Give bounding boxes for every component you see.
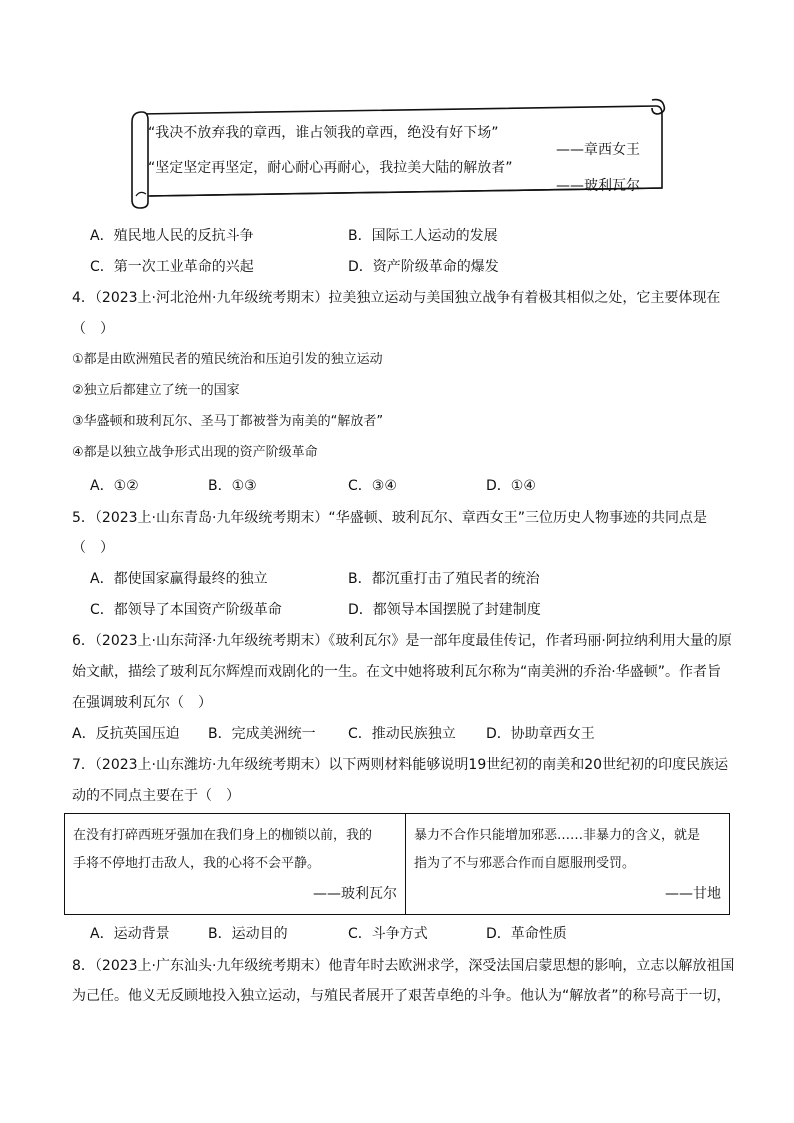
q8-stem-2: 为己任。他义无反顾地投入独立运动，与殖民者展开了艰苦卓绝的斗争。他认为“解放者”的称号高于一切， [72, 988, 731, 1004]
q4-option-c: C．③④ [348, 478, 397, 494]
q7-material-right [406, 814, 730, 915]
q4-bracket: （ ） [72, 321, 114, 337]
q7-option-a: A．运动背景 [90, 926, 170, 942]
q6-option-a: A．反抗英国压迫 [72, 726, 180, 742]
scroll-attribution-1: ——章西女王 [556, 142, 640, 158]
q6-option-c: C．推动民族独立 [348, 726, 456, 742]
q7-left-signature: ——玻利瓦尔 [313, 886, 397, 902]
q5-stem: 5．（2023上·山东青岛·九年级统考期末）“华盛顿、玻利瓦尔、章西女王”三位历史人物事迹的共同点是 [72, 510, 707, 526]
q4-item-2: ②独立后都建立了统一的国家 [72, 383, 240, 398]
q3-option-c: C．第一次工业革命的兴起 [90, 259, 254, 275]
q4-option-a: A．①② [90, 478, 139, 494]
q5-option-a: A．都使国家赢得最终的独立 [90, 571, 268, 587]
q5-option-b: B．都沉重打击了殖民者的统治 [348, 571, 540, 587]
q6-stem-1: 6．（2023上·山东菏泽·九年级统考期末）《玻利瓦尔》是一部年度最佳传记，作者玛丽·阿拉纳利用大量的原 [72, 633, 732, 649]
q6-option-d: D．协助章西女王 [486, 726, 595, 742]
q3-option-d: D．资产阶级革命的爆发 [348, 259, 499, 275]
q4-option-b: B．①③ [208, 478, 257, 494]
q8-stem-1: 8．（2023上·广东汕头·九年级统考期末）他青年时去欧洲求学，深受法国启蒙思想的影响，立志以解放祖国 [72, 958, 735, 974]
q4-option-d: D．①④ [486, 478, 536, 494]
q5-option-c: C．都领导了本国资产阶级革命 [90, 602, 282, 618]
q7-option-c: C．斗争方式 [348, 926, 428, 942]
q3-option-a: A．殖民地人民的反抗斗争 [90, 228, 254, 244]
q7-left-text-2: 手将不停地打击敌人，我的心将不会平静。 [73, 856, 321, 871]
q7-stem-2: 动的不同点主要在于（ ） [72, 788, 240, 804]
q6-option-b: B．完成美洲统一 [208, 726, 316, 742]
q4-item-4: ④都是以独立战争形式出现的资产阶级革命 [72, 445, 318, 460]
q6-stem-3: 在强调玻利瓦尔（ ） [72, 695, 212, 711]
q4-item-1: ①都是由欧洲殖民者的殖民统治和压迫引发的独立运动 [72, 352, 383, 367]
q5-bracket: （ ） [72, 540, 114, 556]
scroll-quote-1: “我决不放弃我的章西，谁占领我的章西，绝没有好下场” [148, 125, 499, 141]
q4-item-3: ③华盛顿和玻利瓦尔、圣马丁都被誉为南美的“解放者” [72, 414, 384, 429]
q7-stem-1: 7．（2023上·山东潍坊·九年级统考期末）以下两则材料能够说明19世纪初的南美和20世纪初的印度民族运 [72, 757, 729, 773]
q7-material-left [65, 814, 406, 915]
q6-stem-2: 始文献，描绘了玻利瓦尔辉煌而戏剧化的一生。在文中她将玻利瓦尔称为“南美洲的乔治·华盛顿”。作者旨 [72, 664, 721, 680]
q7-left-text-1: 在没有打碎西班牙强加在我们身上的枷锁以前，我的 [73, 828, 373, 843]
q7-option-b: B．运动目的 [208, 926, 288, 942]
q7-material-table [64, 813, 730, 915]
q4-stem: 4．（2023上·河北沧州·九年级统考期末）拉美独立运动与美国独立战争有着极其相似之处，它主要体现在 [72, 290, 721, 306]
q7-right-text-2: 指为了不与邪恶合作而自愿服刑受罚。 [414, 856, 636, 871]
scroll-quote-2: “坚定坚定再坚定，耐心耐心再耐心，我拉美大陆的解放者” [148, 160, 513, 176]
q7-right-text-1: 暴力不合作只能增加邪恶……非暴力的含义，就是 [414, 828, 701, 843]
q3-option-b: B．国际工人运动的发展 [348, 228, 498, 244]
q5-option-d: D．都领导本国摆脱了封建制度 [348, 602, 541, 618]
q7-right-signature: ——甘地 [665, 886, 721, 902]
scroll-attribution-2: ——玻利瓦尔 [556, 178, 640, 194]
q7-option-d: D．革命性质 [486, 926, 567, 942]
